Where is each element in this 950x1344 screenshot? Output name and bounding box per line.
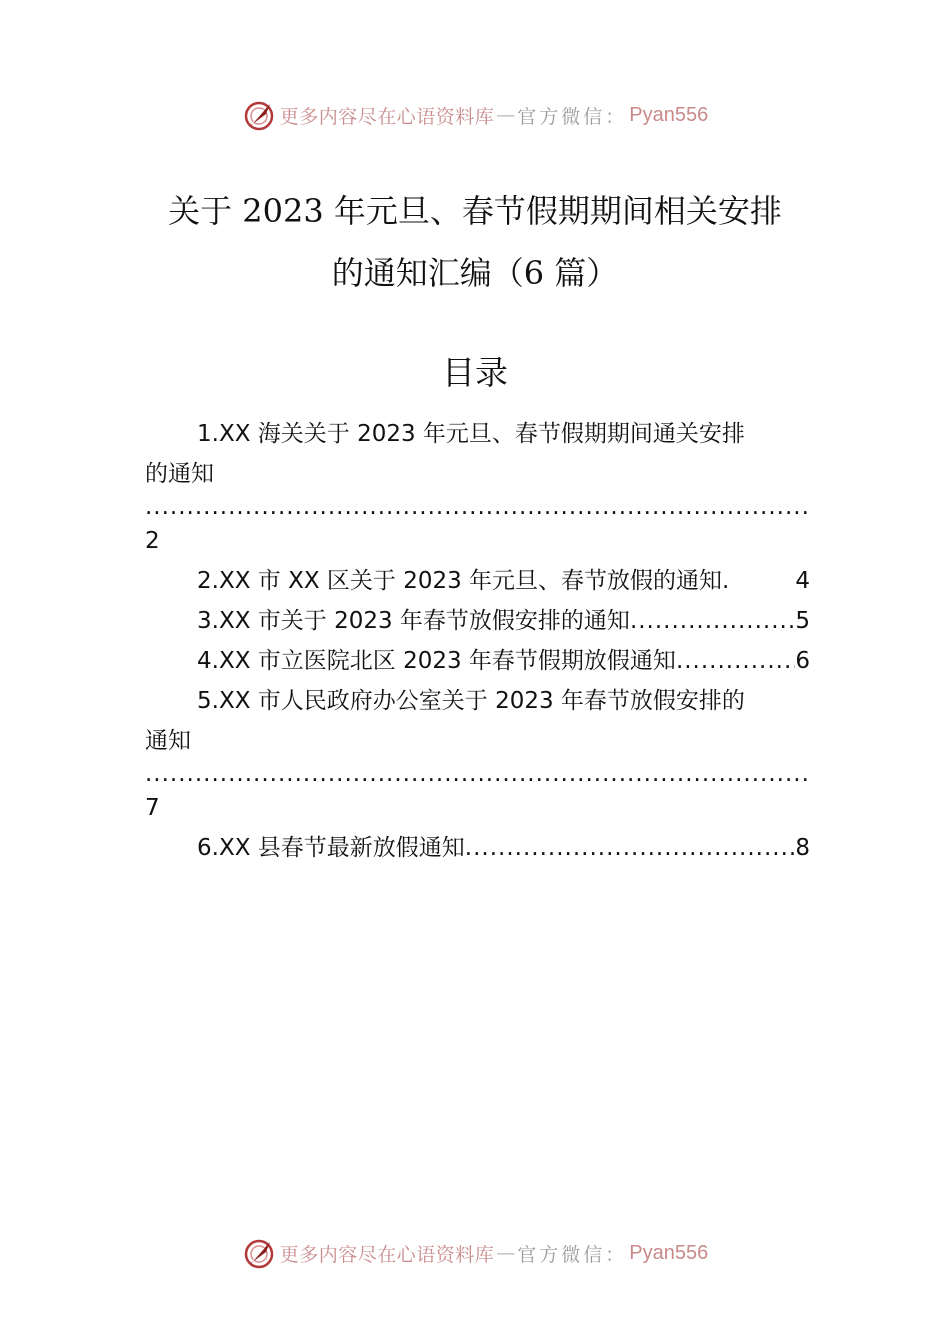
toc-heading: 目录 (442, 353, 508, 392)
toc-entry-text: 1.XX 海关关于 2023 年元旦、春节假期期间通关安排 (197, 421, 745, 447)
watermark-dash: — (496, 1242, 516, 1264)
watermark-slogan: 更多内容尽在心语资料库 (279, 1243, 495, 1266)
document-title-line2: 的通知汇编（6 篇） (331, 254, 619, 292)
watermark-wechat-label: 官方微信： (517, 1243, 628, 1266)
toc-entry-4[interactable] (145, 641, 810, 681)
watermark-banner-top (0, 95, 950, 135)
toc-leader-dots (630, 601, 795, 641)
toc-entry-text-continued: 通知 (145, 728, 191, 754)
toc-entry-text-continued: 的通知 (145, 461, 214, 487)
toc-entry-text: 6.XX 县春节最新放假通知 (197, 835, 465, 861)
document-title-line1: 关于 2023 年元旦、春节假期期间相关安排 (168, 192, 782, 230)
watermark-slogan: 更多内容尽在心语资料库 (279, 105, 495, 128)
toc-page-number: 2 (145, 528, 160, 554)
toc-entry-3[interactable] (145, 601, 810, 641)
toc-page-number: 6 (795, 648, 810, 674)
toc-leader-dots (465, 828, 796, 868)
toc-entry-1[interactable] (145, 414, 810, 561)
toc-entry-text: 3.XX 市关于 2023 年春节放假安排的通知 (197, 608, 630, 634)
toc-page-number: 4 (795, 568, 810, 594)
toc-leader-dots (145, 761, 810, 788)
toc-entry-text: 4.XX 市立医院北区 2023 年春节假期放假通知 (197, 648, 676, 674)
toc-page-number: 8 (795, 835, 810, 861)
toc-leader-dots (145, 494, 810, 521)
toc-entry-2[interactable] (145, 561, 810, 601)
document-title (130, 180, 820, 304)
toc-entry-text: 5.XX 市人民政府办公室关于 2023 年春节放假安排的 (197, 688, 745, 714)
watermark-banner-bottom (0, 1233, 950, 1273)
toc-page-number: 5 (795, 608, 810, 634)
watermark-wechat-id: Pyan556 (629, 1241, 709, 1264)
watermark-dash: — (496, 104, 516, 126)
toc-entry-text: 2.XX 市 XX 区关于 2023 年元旦、春节放假的通知. (197, 568, 730, 594)
toc-page-number: 7 (145, 795, 160, 821)
watermark-wechat-id: Pyan556 (629, 103, 709, 126)
toc-entry-6[interactable] (145, 828, 810, 868)
quill-logo-icon (242, 98, 276, 132)
quill-logo-icon (242, 1236, 276, 1270)
watermark-wechat-label: 官方微信： (517, 105, 628, 128)
table-of-contents (145, 414, 810, 868)
toc-entry-5[interactable] (145, 681, 810, 828)
toc-leader-dots (676, 641, 795, 681)
